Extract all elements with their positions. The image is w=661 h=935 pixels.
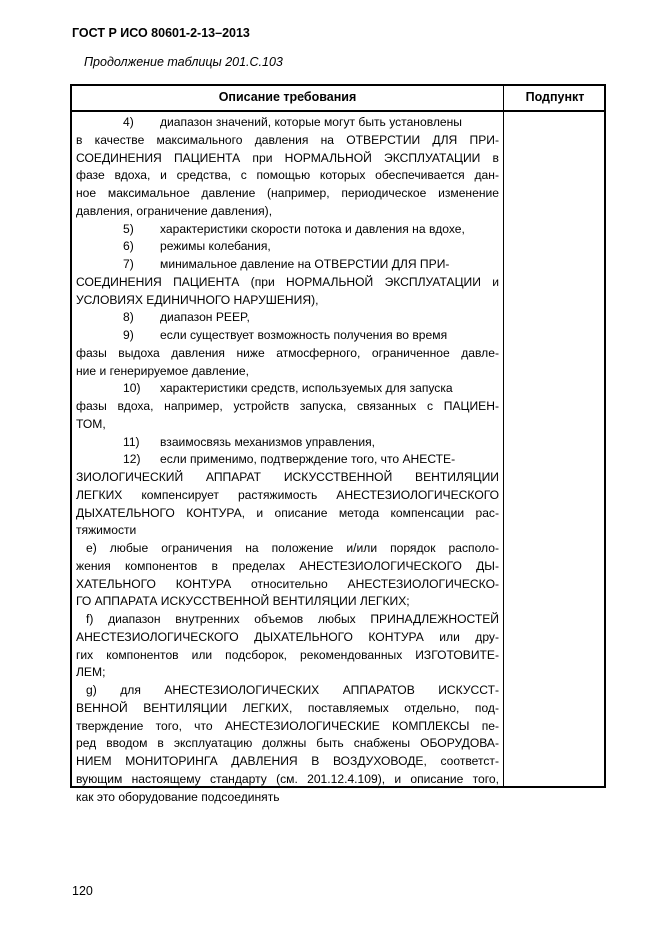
text-line: ХАТЕЛЬНОГО КОНТУРА относительно АНЕСТЕЗИОЛОГИЧЕСКО- (76, 576, 499, 591)
text-line: ГО АППАРАТА ИСКУССТВЕННОЙ ВЕНТИЛЯЦИИ ЛЕГКИХ; (76, 594, 410, 609)
requirements-table (70, 84, 606, 804)
text-line: УСЛОВИЯХ ЕДИНИЧНОГО НАРУШЕНИЯ), (76, 292, 319, 307)
text-line: ное максимальное давление (например, периодическое изменение (76, 186, 499, 200)
text-line: ред вводом в эксплуатацию должны быть снабжены ОБОРУДОВА- (76, 736, 499, 751)
text-line: f) диапазон внутренних объемов любых ПРИНАДЛЕЖНОСТЕЙ (86, 612, 499, 626)
text-line: 5) характеристики скорости потока и давления на вдохе, (123, 221, 465, 236)
text-line: ВЕННОЙ ВЕНТИЛЯЦИИ ЛЕГКИХ, поставляемых отдельно, под- (76, 700, 499, 715)
text-line: 12) если применимо, подтверждение того, что АНЕСТЕ- (123, 452, 456, 467)
text-line: 10) характеристики средств, используемых для запуска (123, 381, 453, 396)
text-line: ЛЕМ; (76, 665, 106, 680)
document-header: ГОСТ Р ИСО 80601-2-13–2013 (72, 26, 250, 40)
text-line: тверждение того, что АНЕСТЕЗИОЛОГИЧЕСКИЕ КОМПЛЕКСЫ пе- (76, 718, 499, 733)
text-line: ТОМ, (76, 416, 106, 431)
text-line: в качестве максимального давления на ОТВЕРСТИИ ДЛЯ ПРИ- (76, 132, 499, 147)
column-divider (503, 86, 504, 786)
text-line: 7) минимальное давление на ОТВЕРСТИИ ДЛЯ ПРИ- (123, 257, 450, 271)
column-header-description: Описание требования (218, 90, 357, 104)
text-line: гих компонентов или подсборок, рекомендованных ИЗГОТОВИТЕ- (76, 647, 499, 662)
text-line: жения компонентов в пределах АНЕСТЕЗИОЛОГИЧЕСКОГО ДЫ- (76, 558, 499, 573)
text-line: вующим настоящему стандарту (см. 201.12.4.109), и описание того, (76, 771, 499, 786)
text-line: давления, ограничение давления), (76, 203, 273, 218)
text-line: g) для АНЕСТЕЗИОЛОГИЧЕСКИХ АППАРАТОВ ИСКУССТ- (86, 683, 499, 697)
text-line: 6) режимы колебания, (123, 239, 271, 254)
requirement-description-cell (76, 114, 499, 806)
page-number: 120 (72, 884, 93, 898)
text-line: как это оборудование подсоединять (76, 789, 280, 804)
text-line: АНЕСТЕЗИОЛОГИЧЕСКОГО ДЫХАТЕЛЬНОГО КОНТУРА или дру- (76, 629, 499, 644)
text-line: СОЕДИНЕНИЯ ПАЦИЕНТА при НОРМАЛЬНОЙ ЭКСПЛУАТАЦИИ в (76, 150, 499, 165)
table-continuation-caption: Продолжение таблицы 201.С.103 (84, 55, 283, 69)
text-line: фазы вдоха, например, устройств запуска, связанных с ПАЦИЕН- (76, 399, 499, 413)
text-line: 8) диапазон PEEP, (123, 310, 250, 325)
text-line: НИЕМ МОНИТОРИНГА ДАВЛЕНИЯ В ВОЗДУХОВОДЕ, соответст- (76, 754, 499, 768)
text-line: 11) взаимосвязь механизмов управления, (123, 434, 375, 449)
text-line: e) любые ограничения на положение и/или порядок располо- (86, 541, 499, 555)
text-line: ЛЕГКИХ компенсирует растяжимость АНЕСТЕЗИОЛОГИЧЕСКОГО (76, 487, 499, 502)
text-line: ние и генерируемое давление, (76, 363, 249, 378)
text-line: тяжимости (76, 523, 137, 538)
text-line: 4) диапазон значений, которые могут быть установлены (123, 115, 463, 129)
text-line: фазе вдоха, и средства, с помощью которых обеспечивается дан- (76, 168, 499, 183)
text-line: ДЫХАТЕЛЬНОГО КОНТУРА, и описание метода компенсации рас- (76, 505, 499, 520)
text-line: 9) если существует возможность получения во время (123, 328, 448, 342)
text-line: фазы выдоха давления ниже атмосферного, ограниченное давле- (76, 345, 499, 360)
column-header-subclause: Подпункт (525, 90, 585, 104)
text-line: ЗИОЛОГИЧЕСКИЙ АППАРАТ ИСКУССТВЕННОЙ ВЕНТИЛЯЦИИ (76, 470, 499, 484)
text-line: СОЕДИНЕНИЯ ПАЦИЕНТА (при НОРМАЛЬНОЙ ЭКСПЛУАТАЦИИ и (76, 274, 499, 289)
table-header-row (72, 86, 604, 112)
